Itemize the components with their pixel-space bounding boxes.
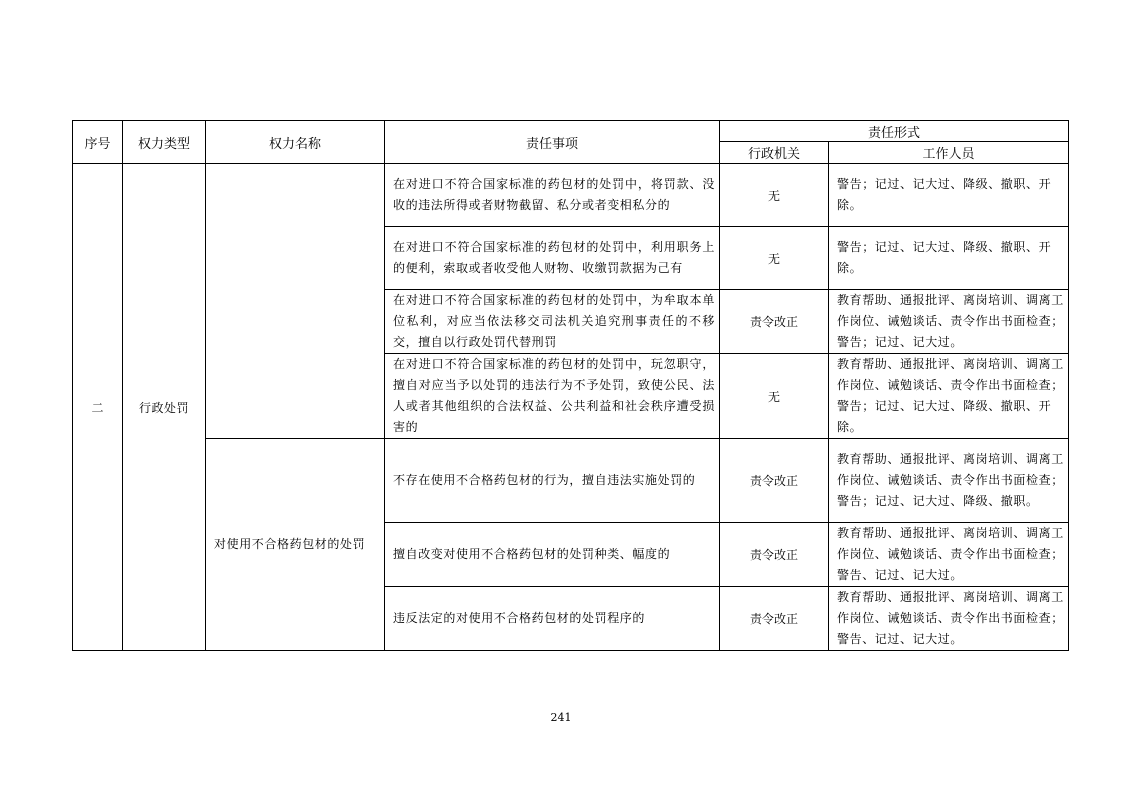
responsibility-table (72, 120, 1069, 651)
admin-org-cell: 责令改正 (720, 587, 829, 651)
header-duty-form: 责任形式 (720, 121, 1069, 142)
admin-org-cell: 责令改正 (720, 523, 829, 587)
power-name-cell-empty (206, 164, 385, 439)
admin-org-cell: 无 (720, 164, 829, 227)
staff-cell: 警告；记过、记大过、降级、撤职、开除。 (829, 227, 1069, 290)
header-admin-org: 行政机关 (720, 142, 829, 164)
header-staff: 工作人员 (829, 142, 1069, 164)
staff-cell: 教育帮助、通报批评、离岗培训、调离工作岗位、诫勉谈话、责令作出书面检查；警告；记过、记大过、降级、撤职、开除。 (829, 354, 1069, 439)
header-power-name: 权力名称 (206, 121, 385, 164)
page-number: 241 (550, 711, 572, 724)
staff-cell: 教育帮助、通报批评、离岗培训、调离工作岗位、诫勉谈话、责令作出书面检查；警告、记过、记大过。 (829, 587, 1069, 651)
power-type-cell: 行政处罚 (123, 164, 206, 651)
staff-cell: 教育帮助、通报批评、离岗培训、调离工作岗位、诫勉谈话、责令作出书面检查；警告；记过、记大过、降级、撤职。 (829, 439, 1069, 523)
table-row (73, 439, 1069, 523)
admin-org-cell: 无 (720, 354, 829, 439)
header-seq: 序号 (73, 121, 123, 164)
table-row (73, 164, 1069, 227)
staff-cell: 教育帮助、通报批评、离岗培训、调离工作岗位、诫勉谈话、责令作出书面检查；警告；记过、记大过。 (829, 290, 1069, 354)
duty-item-cell: 在对进口不符合国家标准的药包材的处罚中，利用职务上的便利，索取或者收受他人财物、收缴罚款据为己有 (385, 227, 720, 290)
duty-item-cell: 擅自改变对使用不合格药包材的处罚种类、幅度的 (385, 523, 720, 587)
staff-cell: 教育帮助、通报批评、离岗培训、调离工作岗位、诫勉谈话、责令作出书面检查；警告、记过、记大过。 (829, 523, 1069, 587)
duty-item-cell: 违反法定的对使用不合格药包材的处罚程序的 (385, 587, 720, 651)
duty-item-cell: 在对进口不符合国家标准的药包材的处罚中，将罚款、没收的违法所得或者财物截留、私分或者变相私分的 (385, 164, 720, 227)
seq-cell: 二 (73, 164, 123, 651)
duty-item-cell: 在对进口不符合国家标准的药包材的处罚中，为牟取本单位私利，对应当依法移交司法机关追究刑事责任的不移交，擅自以行政处罚代替刑罚 (385, 290, 720, 354)
power-name-cell: 对使用不合格药包材的处罚 (206, 439, 385, 651)
duty-item-cell: 不存在使用不合格药包材的行为，擅自违法实施处罚的 (385, 439, 720, 523)
header-duty-item: 责任事项 (385, 121, 720, 164)
admin-org-cell: 责令改正 (720, 290, 829, 354)
admin-org-cell: 无 (720, 227, 829, 290)
duty-item-cell: 在对进口不符合国家标准的药包材的处罚中，玩忽职守，擅自对应当予以处罚的违法行为不予处罚，致使公民、法人或者其他组织的合法权益、公共利益和社会秩序遭受损害的 (385, 354, 720, 439)
admin-org-cell: 责令改正 (720, 439, 829, 523)
staff-cell: 警告；记过、记大过、降级、撤职、开除。 (829, 164, 1069, 227)
header-power-type: 权力类型 (123, 121, 206, 164)
